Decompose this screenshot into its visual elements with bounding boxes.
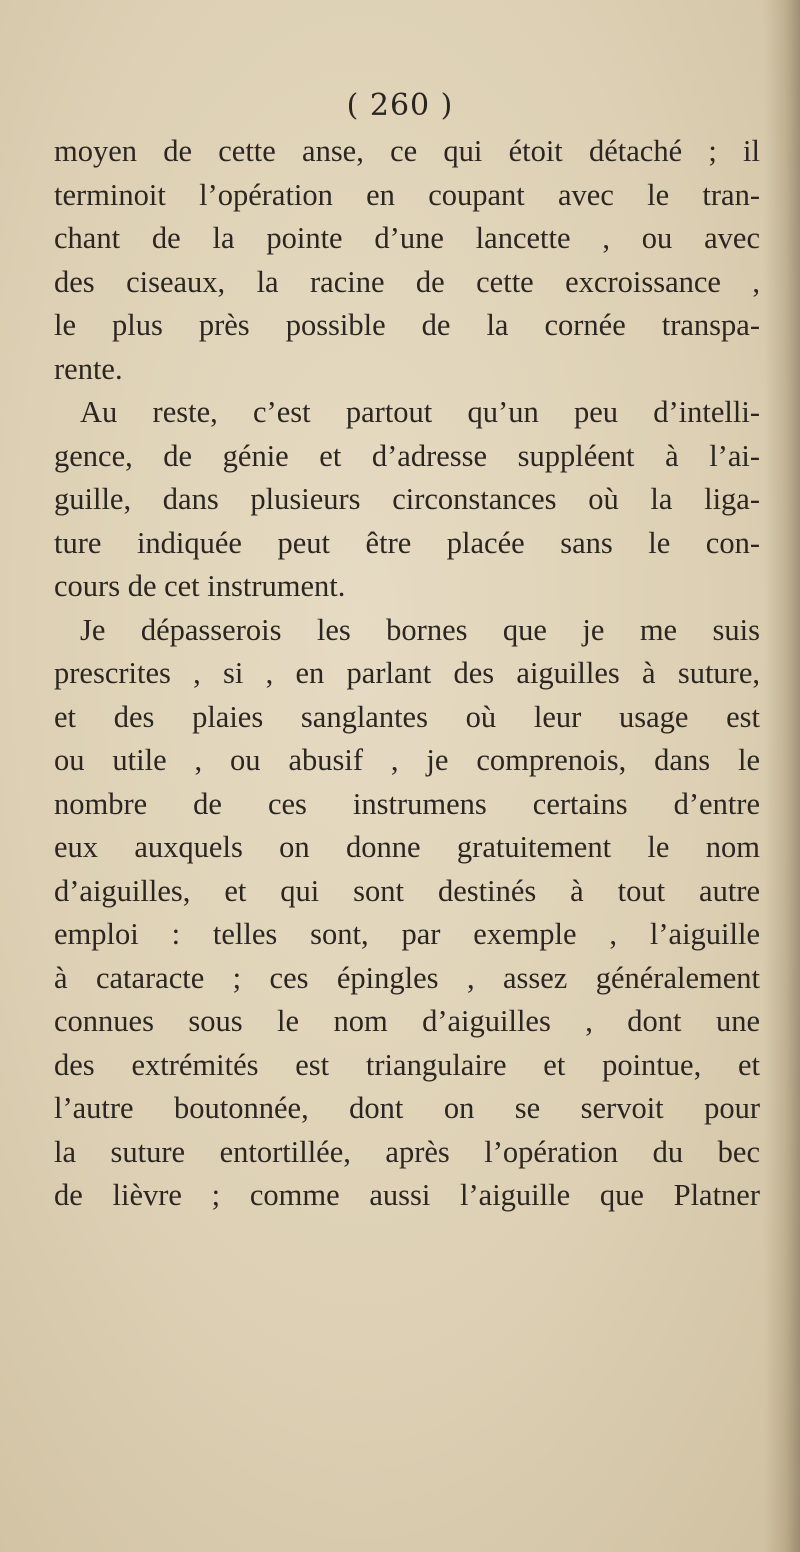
text-line: connues sous le nom d’aiguilles , dont une <box>54 1004 760 1038</box>
text-line: d’aiguilles, et qui sont destinés à tout autre <box>54 873 760 908</box>
text-line: le plus près possible de la cornée transpa- <box>54 308 760 342</box>
text-line: ou utile , ou abusif , je comprenois, dans le <box>54 743 760 777</box>
text-line: Je dépasserois les bornes que je me suis <box>80 612 760 647</box>
text-line: ture indiquée peut être placée sans le con- <box>54 525 760 560</box>
text-line: de lièvre ; comme aussi l’aiguille que Platner <box>54 1178 760 1212</box>
body-text <box>54 130 760 1218</box>
text-line: l’autre boutonnée, dont on se servoit pour <box>54 1091 760 1125</box>
text-line: terminoit l’opération en coupant avec le tran- <box>54 177 760 212</box>
text-line: prescrites , si , en parlant des aiguilles à suture, <box>54 656 760 690</box>
text-line: nombre de ces instrumens certains d’entre <box>54 786 760 821</box>
text-line: la suture entortillée, après l’opération du bec <box>54 1134 760 1169</box>
page-number: ( 260 ) <box>346 88 454 123</box>
text-line: rente. <box>54 351 123 386</box>
text-line: emploi : telles sont, par exemple , l’aiguille <box>54 917 760 951</box>
text-line: gence, de génie et d’adresse suppléent à l’ai- <box>54 438 760 473</box>
text-line: chant de la pointe d’une lancette , ou avec <box>54 221 760 255</box>
text-line: et des plaies sanglantes où leur usage est <box>54 699 760 734</box>
text-line: guille, dans plusieurs circonstances où la liga- <box>54 482 760 516</box>
text-line: eux auxquels on donne gratuitement le nom <box>54 830 760 864</box>
text-line: à cataracte ; ces épingles , assez généralement <box>54 960 760 995</box>
text-line: moyen de cette anse, ce qui étoit détaché ; il <box>54 134 760 168</box>
page-edge-shadow <box>764 0 800 1552</box>
text-line: Au reste, c’est partout qu’un peu d’intelli- <box>80 395 760 429</box>
text-line: des extrémités est triangulaire et pointue, et <box>54 1047 760 1082</box>
text-line: cours de cet instrument. <box>54 569 346 603</box>
text-line: des ciseaux, la racine de cette excroissance , <box>54 264 760 299</box>
